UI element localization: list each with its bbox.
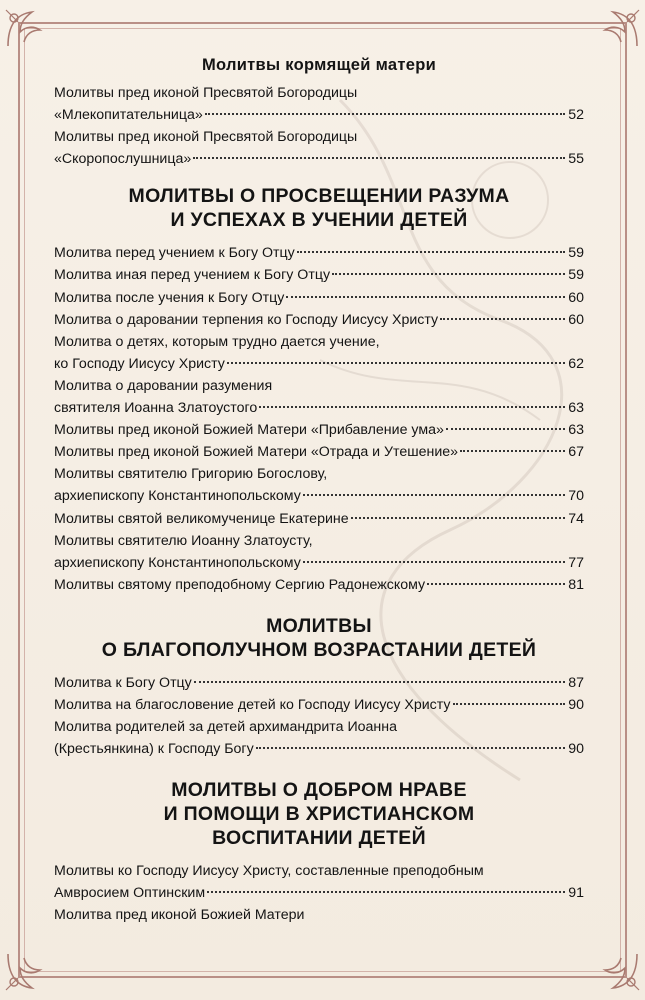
page-number: 81 bbox=[568, 576, 584, 593]
leader-dots bbox=[259, 406, 565, 408]
toc-entry[interactable]: Молитва на благословение детей ко Господу Иисусу Христу 90 bbox=[54, 694, 584, 716]
toc-entry[interactable]: Молитвы святителю Иоанну Златоусту, архиепископу Константинопольскому 77 bbox=[54, 530, 584, 574]
page-number: 59 bbox=[568, 245, 584, 262]
section-heading: МОЛИТВЫ О ДОБРОМ НРАВЕ И ПОМОЩИ В ХРИСТИАНСКОМ ВОСПИТАНИИ ДЕТЕЙ bbox=[163, 779, 475, 850]
toc-entry[interactable]: Молитва иная перед учением к Богу Отцу 59 bbox=[54, 264, 584, 286]
page-number: 63 bbox=[568, 400, 584, 417]
toc-section bbox=[54, 778, 584, 926]
leader-dots bbox=[303, 561, 565, 563]
toc-section bbox=[54, 614, 584, 760]
toc-entry[interactable]: Молитва родителей за детей архимандрита Иоанна (Крестьянкина) к Господу Богу 90 bbox=[54, 716, 584, 760]
leader-dots bbox=[440, 318, 565, 320]
page-number: 90 bbox=[568, 696, 584, 713]
toc-entry[interactable]: Молитва пред иконой Божией Матери bbox=[54, 907, 305, 924]
page-number: 60 bbox=[568, 289, 584, 306]
page-number: 87 bbox=[568, 674, 584, 691]
page-number: 63 bbox=[568, 422, 584, 439]
leader-dots bbox=[453, 703, 566, 705]
page-number: 67 bbox=[568, 444, 584, 461]
section-heading: Молитвы кормящей матери bbox=[201, 56, 437, 74]
toc-entry[interactable]: Молитвы святителю Григорию Богослову, архиепископу Константинопольскому 70 bbox=[54, 463, 584, 507]
leader-dots bbox=[351, 517, 566, 519]
page-number: 90 bbox=[568, 741, 584, 758]
toc-entry[interactable]: Молитвы ко Господу Иисусу Христу, составленные преподобным Амвросием Оптинским 91 bbox=[54, 860, 584, 904]
toc-entry[interactable]: Молитва к Богу Отцу 87 bbox=[54, 672, 584, 694]
leader-dots bbox=[286, 296, 565, 298]
toc-entry[interactable]: Молитвы святому преподобному Сергию Радонежскому 81 bbox=[54, 574, 584, 596]
toc-entry[interactable]: Молитвы пред иконой Божией Матери «Прибавление ума» 63 bbox=[54, 419, 584, 441]
leader-dots bbox=[332, 273, 565, 275]
page-number: 59 bbox=[568, 267, 584, 284]
toc-entry[interactable]: Молитва о даровании терпения ко Господу Иисусу Христу 60 bbox=[54, 309, 584, 331]
page-number: 52 bbox=[568, 107, 584, 124]
leader-dots bbox=[227, 362, 565, 364]
toc-entry[interactable]: Молитва после учения к Богу Отцу 60 bbox=[54, 287, 584, 309]
leader-dots bbox=[205, 113, 565, 115]
page-number: 55 bbox=[568, 151, 584, 168]
page-number: 62 bbox=[568, 355, 584, 372]
toc-entry[interactable]: Молитва о даровании разумения святителя Иоанна Златоустого 63 bbox=[54, 375, 584, 419]
page-number: 60 bbox=[568, 311, 584, 328]
toc-section bbox=[54, 184, 584, 596]
leader-dots bbox=[207, 891, 565, 893]
toc-entry[interactable]: Молитвы пред иконой Пресвятой Богородицы «Скоропослушница» 55 bbox=[54, 126, 584, 170]
leader-dots bbox=[427, 583, 565, 585]
corner-ornament-icon bbox=[2, 948, 48, 994]
corner-ornament-icon bbox=[2, 6, 48, 52]
toc-entry[interactable]: Молитва о детях, которым трудно дается учение, ко Господу Иисусу Христу 62 bbox=[54, 331, 584, 375]
leader-dots bbox=[297, 251, 565, 253]
corner-ornament-icon bbox=[597, 6, 643, 52]
toc-entry[interactable]: Молитвы святой великомученице Екатерине 74 bbox=[54, 508, 584, 530]
toc-section bbox=[54, 54, 584, 170]
leader-dots bbox=[460, 450, 565, 452]
leader-dots bbox=[194, 681, 565, 683]
page-number: 77 bbox=[568, 554, 584, 571]
section-heading: МОЛИТВЫ О ПРОСВЕЩЕНИИ РАЗУМА И УСПЕХАХ В УЧЕНИИ ДЕТЕЙ bbox=[128, 185, 510, 232]
leader-dots bbox=[446, 428, 565, 430]
leader-dots bbox=[303, 494, 565, 496]
corner-ornament-icon bbox=[597, 948, 643, 994]
leader-dots bbox=[256, 747, 566, 749]
page-number: 70 bbox=[568, 488, 584, 505]
section-heading: МОЛИТВЫ О БЛАГОПОЛУЧНОМ ВОЗРАСТАНИИ ДЕТЕЙ bbox=[101, 614, 537, 661]
toc-entry[interactable]: Молитвы пред иконой Пресвятой Богородицы «Млекопитательница» 52 bbox=[54, 82, 584, 126]
table-of-contents bbox=[54, 54, 584, 927]
page-number: 74 bbox=[568, 510, 584, 527]
toc-entry[interactable]: Молитва перед учением к Богу Отцу 59 bbox=[54, 242, 584, 264]
leader-dots bbox=[193, 157, 565, 159]
page-number: 91 bbox=[568, 885, 584, 902]
toc-entry[interactable]: Молитвы пред иконой Божией Матери «Отрада и Утешение» 67 bbox=[54, 441, 584, 463]
